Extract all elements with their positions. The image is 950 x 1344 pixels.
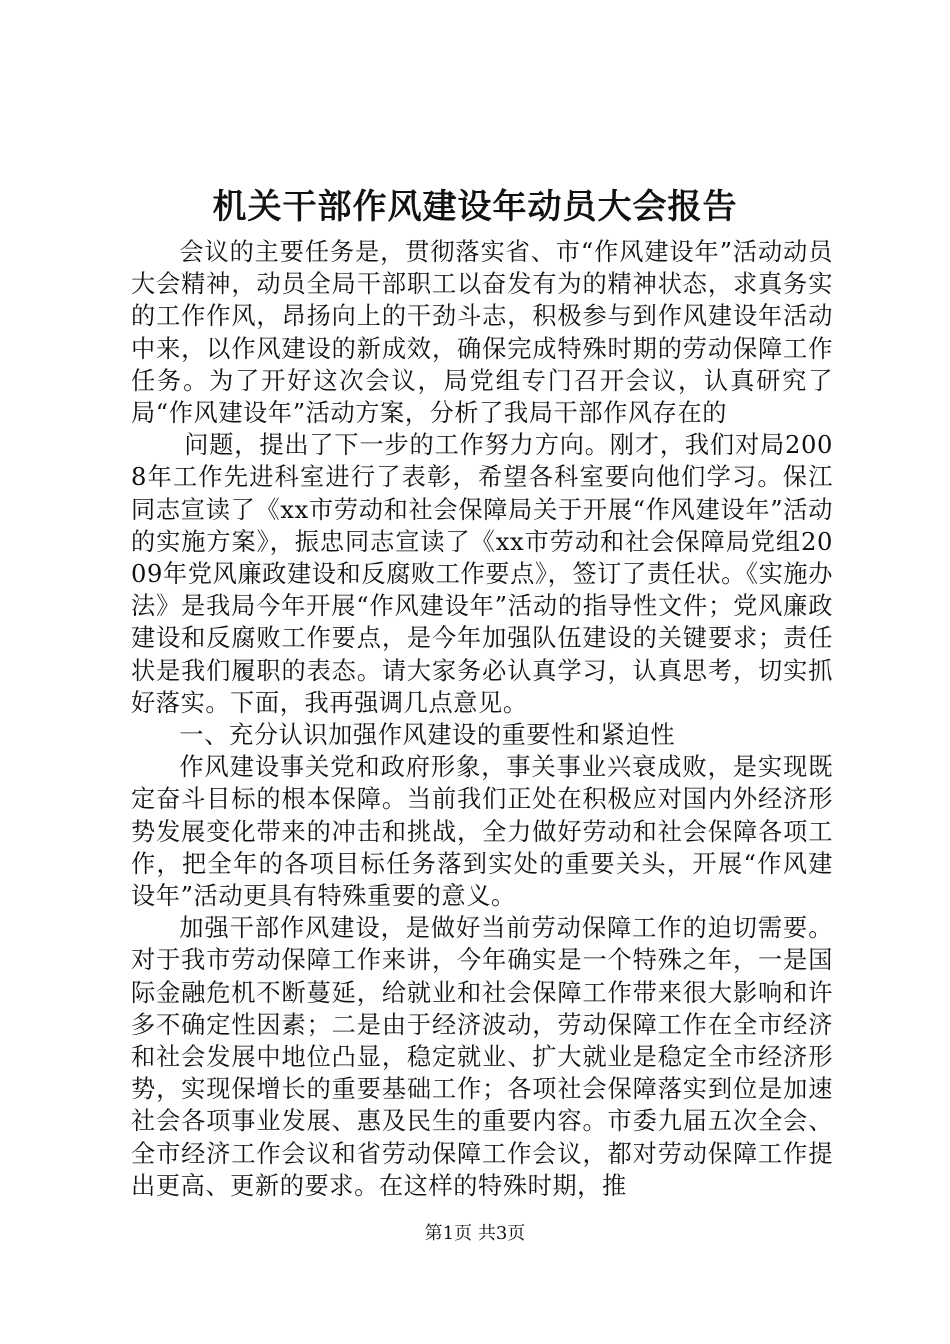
document-body: [131, 236, 833, 1202]
page-number-footer: 第1页 共3页: [424, 1223, 526, 1244]
paragraph-urgency: 加强干部作风建设，是做好当前劳动保障工作的迫切需要。对于我市劳动保障工作来讲，今年确实是一个特殊之年，一是国际金融危机不断蔓延，给就业和社会保障工作带来很大影响和许多不确定性因素；二是由于经济波动，劳动保障工作在全市经济和社会发展中地位凸显，稳定就业、扩大就业是稳定全市经济形势，实现保增长的重要基础工作；各项社会保障落实到位是加速社会各项事业发展、惠及民生的重要内容。市委九届五次全会、全市经济工作会议和省劳动保障工作会议，都对劳动保障工作提出更高、更新的要求。在这样的特殊时期，推: [131, 914, 833, 1200]
paragraph-importance: 作风建设事关党和政府形象，事关事业兴衰成败，是实现既定奋斗目标的根本保障。当前我们正处在积极应对国内外经济形势发展变化带来的冲击和挑战，全力做好劳动和社会保障各项工作，把全年的各项目标任务落到实处的重要关头，开展“作风建设年”活动更具有特殊重要的意义。: [131, 753, 833, 911]
paragraph-continuation: 问题，提出了下一步的工作努力方向。刚才，我们对局2008年工作先进科室进行了表彰，希望各科室要向他们学习。保江同志宣读了《xx市劳动和社会保障局关于开展“作风建设年”活动的实施方案》，振忠同志宣读了《xx市劳动和社会保障局党组2009年党风廉政建设和反腐败工作要点》，签订了责任状。《实施办法》是我局今年开展“作风建设年”活动的指导性文件；党风廉政建设和反腐败工作要点，是今年加强队伍建设的关键要求；责任状是我们履职的表态。请大家务必认真学习，认真思考，切实抓好落实。下面，我再强调几点意见。: [131, 431, 833, 717]
document-title: 机关干部作风建设年动员大会报告: [212, 187, 738, 227]
section-heading-1: 一、充分认识加强作风建设的重要性和紧迫性: [179, 721, 676, 750]
paragraph-intro: 会议的主要任务是，贯彻落实省、市“作风建设年”活动动员大会精神，动员全局干部职工以奋发有为的精神状态，求真务实的工作作风，昂扬向上的干劲斗志，积极参与到作风建设年活动中来，以作风建设的新成效，确保完成特殊时期的劳动保障工作任务。为了开好这次会议，局党组专门召开会议，认真研究了局“作风建设年”活动方案，分析了我局干部作风存在的: [131, 238, 833, 428]
